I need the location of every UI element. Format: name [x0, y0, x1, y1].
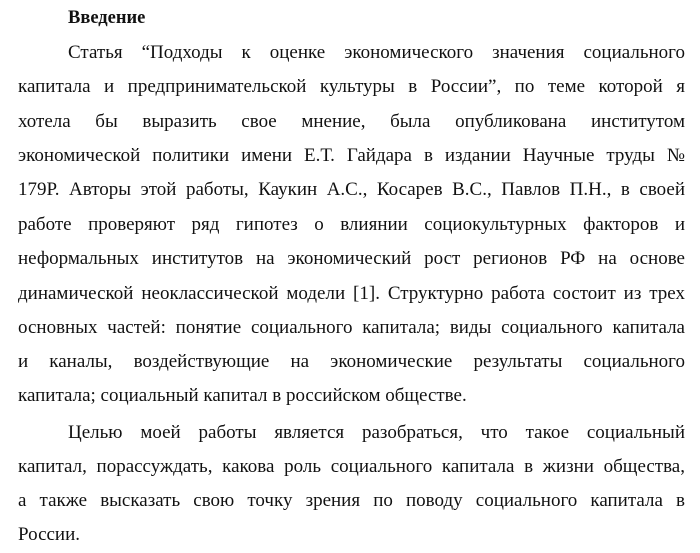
paragraph-line: капитала и предпринимательской культуры в России”, по теме которой я — [18, 76, 685, 97]
paragraph-line: Статья “Подходы к оценке экономического значения социального — [68, 42, 685, 63]
paragraph-line: неформальных институтов на экономический рост регионов РФ на основе — [18, 248, 685, 269]
paragraph-line: работе проверяют ряд гипотез о влиянии социокультурных факторов и — [18, 214, 685, 235]
paragraph-line: экономической политики имени Е.Т. Гайдара в издании Научные труды № — [18, 145, 685, 166]
paragraph-line: Целью моей работы является разобраться, что такое социальный — [68, 422, 685, 443]
paragraph-line: капитала; социальный капитал в российском обществе. — [18, 385, 467, 406]
paragraph-line: а также высказать свою точку зрения по поводу социального капитала в — [18, 490, 685, 511]
paragraph-line: России. — [18, 524, 81, 545]
paragraph-line: хотела бы выразить свое мнение, была опубликована институтом — [18, 111, 685, 132]
paragraph-line: 179Р. Авторы этой работы, Каукин А.С., Косарев В.С., Павлов П.Н., в своей — [18, 179, 685, 200]
section-heading: Введение — [68, 8, 146, 28]
paragraph-line: динамической неоклассической модели [1]. Структурно работа состоит из трех — [18, 283, 685, 304]
paragraph-line: капитал, порассуждать, какова роль социального капитала в жизни общества, — [18, 456, 685, 477]
paragraph-line: основных частей: понятие социального капитала; виды социального капитала — [18, 317, 685, 338]
paragraph-line: и каналы, воздействующие на экономические результаты социального — [18, 351, 685, 372]
